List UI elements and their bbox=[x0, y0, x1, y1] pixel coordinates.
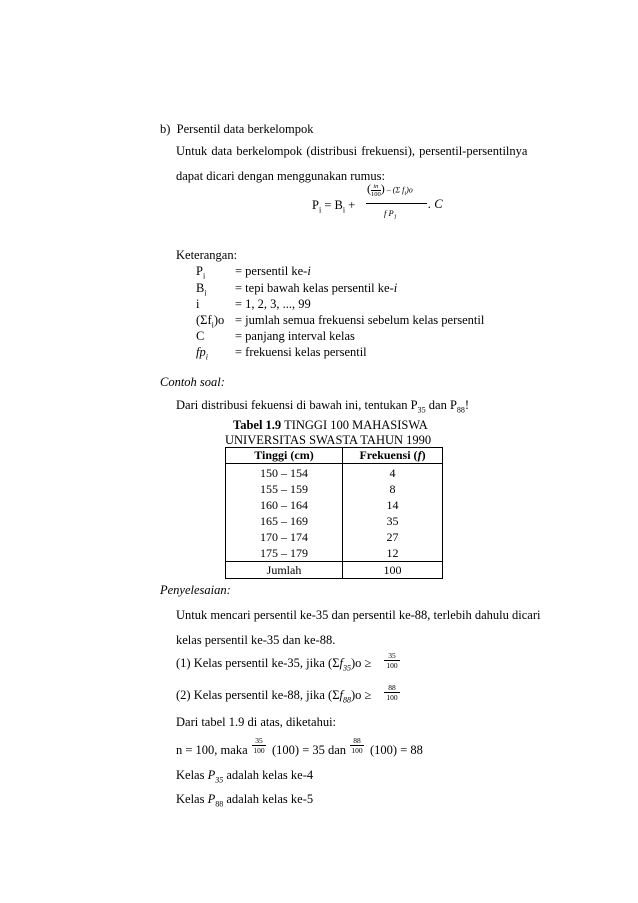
formula-denominator bbox=[384, 208, 397, 221]
keterangan-desc-0: = persentil ke-i bbox=[235, 264, 311, 278]
table-row bbox=[226, 545, 443, 562]
table-header-height: Tinggi (cm) bbox=[226, 448, 343, 464]
keterangan-symbol-1: $B_i$ bbox=[196, 281, 207, 298]
n-line-mid: (100) = 35 dan bbox=[272, 743, 347, 757]
table-header-frequency: Frekuensi (f) bbox=[343, 448, 443, 464]
formula-b-sub: i bbox=[342, 205, 346, 215]
keterangan-symbol-0: $P_i$ bbox=[196, 264, 206, 281]
table-cell-range: 175 – 179 bbox=[226, 545, 343, 562]
table-cell-range: 155 – 159 bbox=[226, 481, 343, 497]
table-cell-range: 160 – 164 bbox=[226, 497, 343, 513]
n-fraction-1: $\frac{35}{100}$ bbox=[253, 736, 265, 755]
table-caption-line-2: UNIVERSITAS SWASTA TAHUN 1990 bbox=[225, 433, 432, 447]
frequency-table bbox=[225, 447, 443, 579]
n-line-end: (100) = 88 bbox=[370, 743, 423, 757]
item2-fraction: $\frac{88}{100}$ bbox=[384, 683, 400, 702]
table-row bbox=[226, 464, 443, 482]
penyelesaian-line-2: kelas persentil ke-35 dan ke-88. bbox=[176, 633, 336, 647]
table-row bbox=[226, 529, 443, 545]
formula-lhs-sub: i bbox=[318, 205, 322, 215]
penyelesaian-line-3: Dari tabel 1.9 di atas, diketahui: bbox=[176, 715, 337, 729]
table-total-label: Jumlah bbox=[226, 562, 343, 579]
keterangan-desc-5: = frekuensi kelas persentil bbox=[235, 345, 367, 359]
formula-numerator: ( $\frac{in}{100}$ ) – (Σ $f_i)o$ bbox=[367, 181, 413, 198]
formula-den-sub: 1 bbox=[393, 214, 397, 221]
table-cell-freq: 14 bbox=[343, 497, 443, 513]
penyelesaian-line-1: Untuk mencari persentil ke-35 dan persentil ke-88, terlebih dahulu dicari bbox=[176, 608, 541, 622]
intro-line-2: dapat dicari dengan menggunakan rumus: bbox=[176, 169, 385, 183]
n-fraction-2: $\frac{88}{100}$ bbox=[351, 736, 363, 755]
table-header-row bbox=[226, 448, 443, 464]
table-row bbox=[226, 481, 443, 497]
keterangan-symbol-5: $fp_i$ bbox=[196, 345, 208, 362]
formula-num-num: in bbox=[371, 183, 381, 191]
contoh-question: Dari distribusi fekuensi di bawah ini, tentukan $P_{35}$ dan $P_{88}$! bbox=[176, 398, 470, 415]
table-cell-range: 150 – 154 bbox=[226, 464, 343, 482]
penyelesaian-item-2: (2) Kelas persentil ke-88, jika $(\Sigma f_{88})o$ ≥ bbox=[176, 688, 372, 705]
table-cell-freq: 8 bbox=[343, 481, 443, 497]
formula-num-den: 100 bbox=[371, 191, 381, 198]
keterangan-symbol-4: C bbox=[196, 329, 205, 343]
section-label: b) bbox=[160, 122, 171, 136]
formula-tail: . C bbox=[428, 197, 443, 211]
keterangan-symbol-2: i bbox=[196, 297, 200, 311]
table-cell-range: 165 – 169 bbox=[226, 513, 343, 529]
kelas-p35: Kelas $P_{35}$ adalah kelas ke-4 bbox=[176, 768, 314, 785]
table-total-row bbox=[226, 562, 443, 579]
n-line-pre: n = 100, maka bbox=[176, 743, 248, 757]
formula-minus-end: )o bbox=[406, 185, 413, 195]
table-row bbox=[226, 497, 443, 513]
table-cell-freq: 27 bbox=[343, 529, 443, 545]
table-total-value: 100 bbox=[343, 562, 443, 579]
keterangan-desc-1: = tepi bawah kelas persentil ke-i bbox=[235, 281, 398, 295]
penyelesaian-heading: Penyelesaian: bbox=[160, 583, 231, 597]
item1-fraction: $\frac{35}{100}$ bbox=[384, 651, 400, 670]
formula-fraction-bar bbox=[366, 203, 427, 204]
penyelesaian-item-1: (1) Kelas persentil ke-35, jika $(\Sigma f_{35})o$ ≥ bbox=[176, 656, 372, 673]
section-title: Persentil data berkelompok bbox=[176, 122, 314, 136]
kelas-p88: Kelas $P_{88}$ adalah kelas ke-5 bbox=[176, 792, 314, 809]
table-cell-freq: 12 bbox=[343, 545, 443, 562]
section-heading bbox=[160, 122, 313, 137]
table-caption-line-1: Tabel 1.9 TINGGI 100 MAHASISWA bbox=[233, 418, 428, 432]
formula-lhs: P bbox=[312, 198, 319, 212]
keterangan-desc-2: = 1, 2, 3, ..., 99 bbox=[235, 297, 311, 311]
keterangan-symbol-3: $(\Sigma f_i)o$ bbox=[196, 313, 225, 330]
keterangan-desc-3: = jumlah semua frekuensi sebelum kelas persentil bbox=[235, 313, 485, 327]
table-cell-freq: 4 bbox=[343, 464, 443, 482]
formula-eq: = B bbox=[324, 198, 343, 212]
keterangan-desc-4: = panjang interval kelas bbox=[235, 329, 355, 343]
formula-den-text: f P bbox=[384, 208, 394, 218]
table-cell-range: 170 – 174 bbox=[226, 529, 343, 545]
formula-plus: + bbox=[348, 198, 356, 212]
table-cell-freq: 35 bbox=[343, 513, 443, 529]
formula-minus-sub: i bbox=[404, 190, 407, 197]
intro-line-1: Untuk data berkelompok (distribusi frekuensi), persentil-persentilnya bbox=[176, 144, 528, 158]
table-row bbox=[226, 513, 443, 529]
keterangan-heading: Keterangan: bbox=[176, 248, 238, 262]
contoh-heading: Contoh soal: bbox=[160, 375, 225, 389]
formula-minus-part: – (Σ f bbox=[386, 185, 405, 195]
